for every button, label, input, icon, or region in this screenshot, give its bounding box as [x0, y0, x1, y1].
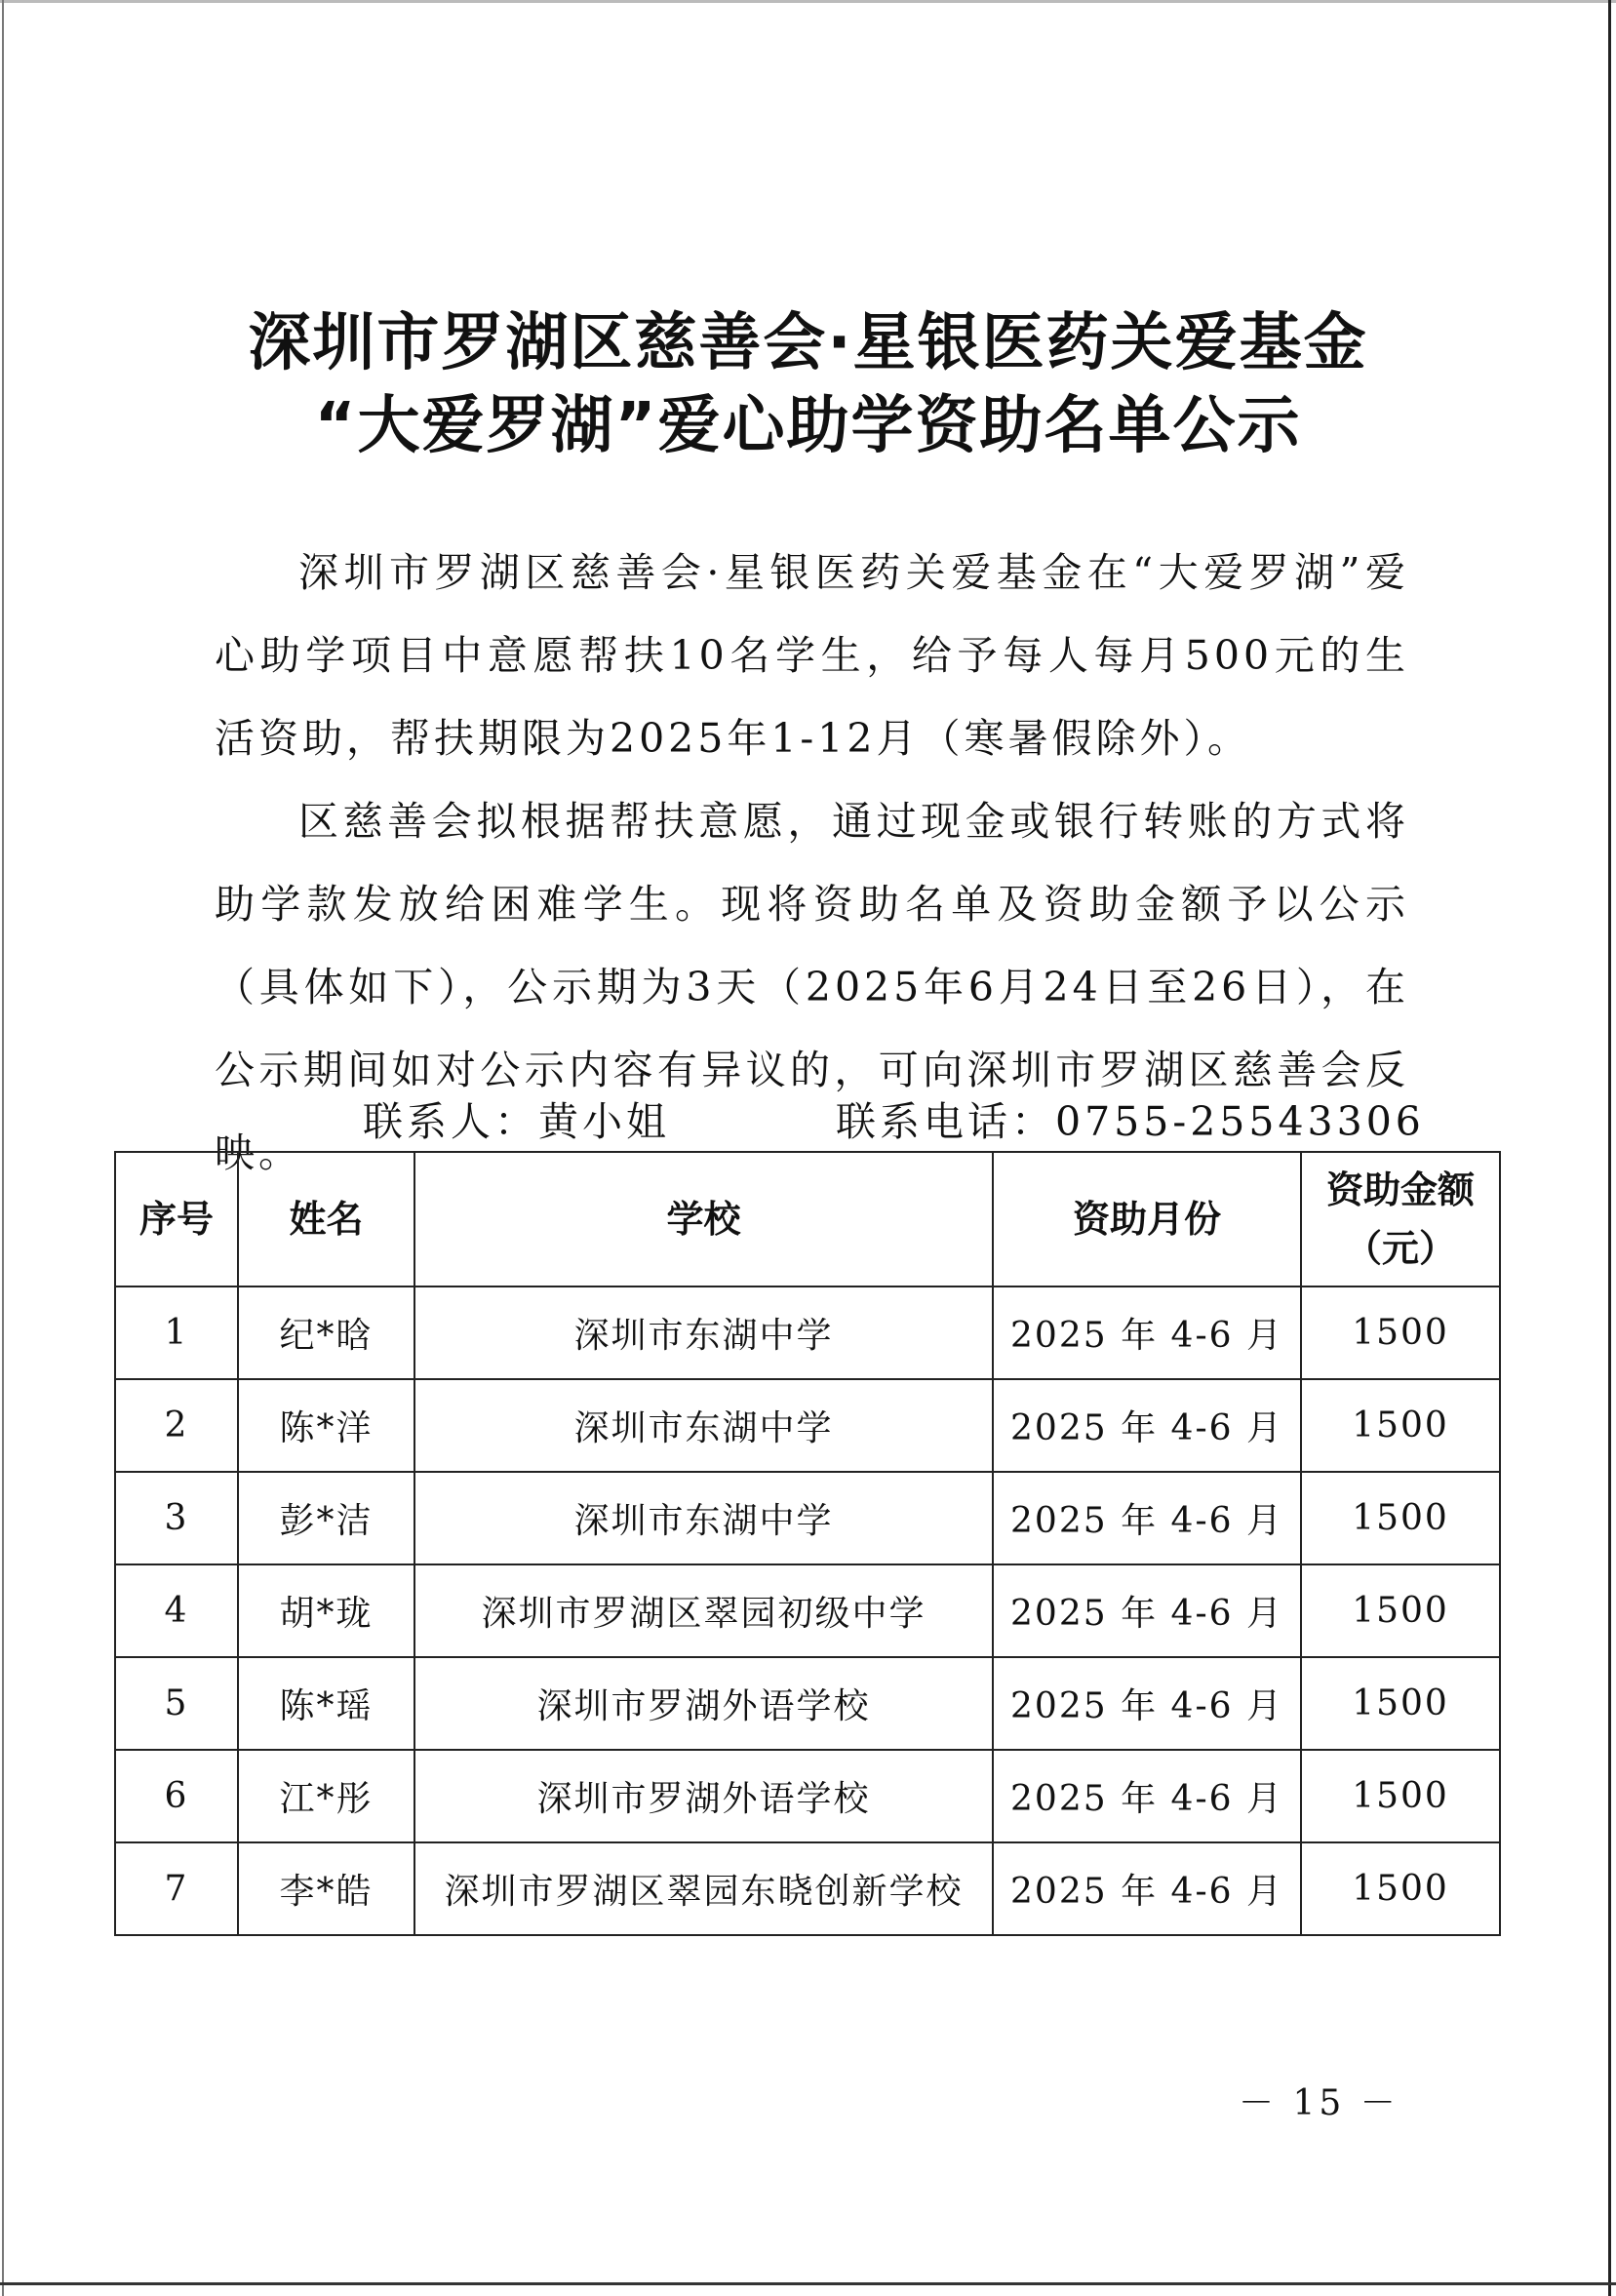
table-row: [115, 1842, 1500, 1935]
cell-amount: 1500: [1301, 1657, 1500, 1750]
cell-amount: 1500: [1301, 1750, 1500, 1842]
notice-paragraph: 区慈善会拟根据帮扶意愿，通过现金或银行转账的方式将助学款发放给困难学生。现将资助名单及资助金额予以公示（具体如下），公示期为3天（2025年6月24日至26日），在公示期间如对公示内容有异议的，可向深圳市罗湖区慈善会反映。: [215, 798, 1409, 1176]
table-header-row: [115, 1152, 1500, 1287]
contact-line: [363, 1089, 1425, 1147]
document-title-line-2: “大爱罗湖”爱心助学资助名单公示: [314, 390, 1302, 462]
cell-index: 3: [115, 1472, 238, 1564]
cell-school: 深圳市东湖中学: [414, 1287, 993, 1379]
scan-edge-bottom: [0, 2282, 1616, 2285]
cell-name: 彭*洁: [238, 1472, 414, 1564]
cell-name: 纪*晗: [238, 1287, 414, 1379]
cell-index: 7: [115, 1842, 238, 1935]
cell-amount: 1500: [1301, 1842, 1500, 1935]
cell-index: 4: [115, 1564, 238, 1657]
cell-name: 李*皓: [238, 1842, 414, 1935]
cell-name: 江*彤: [238, 1750, 414, 1842]
cell-months: 2025 年 4-6 月: [993, 1287, 1301, 1379]
cell-school: 深圳市东湖中学: [414, 1472, 993, 1564]
cell-school: 深圳市罗湖区翠园初级中学: [414, 1564, 993, 1657]
cell-name: 陈*洋: [238, 1379, 414, 1472]
cell-name: 胡*珑: [238, 1564, 414, 1657]
scan-edge-right: [1608, 0, 1611, 2296]
header-months: 资助月份: [993, 1152, 1301, 1287]
header-amount-line-1: 资助金额: [1325, 1168, 1475, 1211]
cell-months: 2025 年 4-6 月: [993, 1379, 1301, 1472]
document-title-line-1: 深圳市罗湖区慈善会·星银医药关爱基金: [248, 307, 1368, 379]
cell-amount: 1500: [1301, 1287, 1500, 1379]
cell-school: 深圳市罗湖外语学校: [414, 1750, 993, 1842]
contact-person: 联系人：黄小姐: [363, 1098, 670, 1145]
table-row: [115, 1750, 1500, 1842]
table-row: [115, 1564, 1500, 1657]
scan-edge-top: [0, 0, 1616, 3]
cell-name: 陈*瑶: [238, 1657, 414, 1750]
table-row: [115, 1472, 1500, 1564]
cell-index: 2: [115, 1379, 238, 1472]
table-row: [115, 1379, 1500, 1472]
cell-months: 2025 年 4-6 月: [993, 1472, 1301, 1564]
cell-months: 2025 年 4-6 月: [993, 1564, 1301, 1657]
header-amount-line-2: （元）: [1344, 1227, 1456, 1270]
intro-paragraph: 深圳市罗湖区慈善会·星银医药关爱基金在“大爱罗湖”爱心助学项目中意愿帮扶10名学生，给予每人每月500元的生活资助，帮扶期限为2025年1-12月（寒暑假除外）。: [215, 549, 1409, 762]
cell-school: 深圳市罗湖外语学校: [414, 1657, 993, 1750]
scan-edge-left: [2, 0, 4, 2296]
funding-roster-table: [114, 1151, 1501, 1936]
cell-amount: 1500: [1301, 1379, 1500, 1472]
header-amount: [1301, 1152, 1500, 1287]
contact-phone: 联系电话：0755-25543306: [836, 1098, 1425, 1145]
cell-index: 6: [115, 1750, 238, 1842]
cell-amount: 1500: [1301, 1564, 1500, 1657]
page-number: － 15 －: [1239, 2083, 1399, 2123]
header-name: 姓名: [238, 1152, 414, 1287]
cell-school: 深圳市东湖中学: [414, 1379, 993, 1472]
cell-amount: 1500: [1301, 1472, 1500, 1564]
cell-index: 5: [115, 1657, 238, 1750]
table-row: [115, 1657, 1500, 1750]
cell-index: 1: [115, 1287, 238, 1379]
cell-school: 深圳市罗湖区翠园东晓创新学校: [414, 1842, 993, 1935]
header-school: 学校: [414, 1152, 993, 1287]
header-index: 序号: [115, 1152, 238, 1287]
cell-months: 2025 年 4-6 月: [993, 1657, 1301, 1750]
cell-months: 2025 年 4-6 月: [993, 1750, 1301, 1842]
table-row: [115, 1287, 1500, 1379]
cell-months: 2025 年 4-6 月: [993, 1842, 1301, 1935]
